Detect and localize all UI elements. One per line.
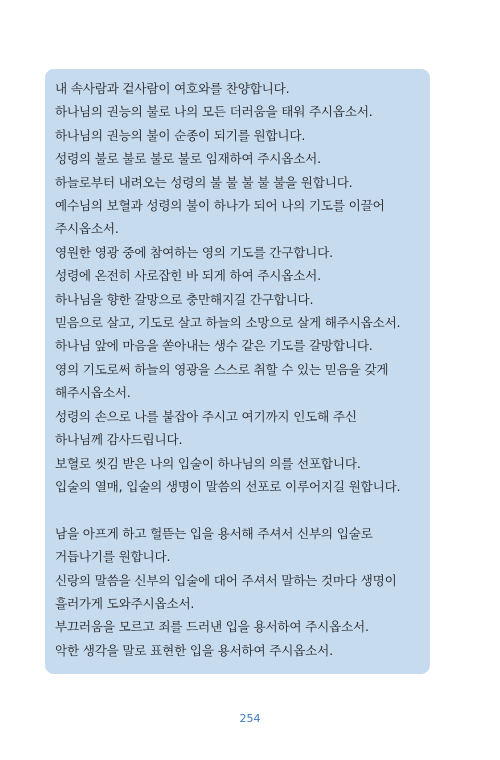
- text-line: 믿음으로 살고, 기도로 살고 하늘의 소망으로 살게 해주시옵소서.: [55, 315, 401, 331]
- text-line: 신랑의 말씀을 신부의 입술에 대어 주셔서 말하는 것마다 생명이: [55, 572, 397, 588]
- text-line: 내 속사람과 겉사람이 여호와를 찬양합니다.: [55, 81, 290, 96]
- text-line: 영의 기도로써 하늘의 영광을 스스로 취할 수 있는 믿음을 갖게: [55, 361, 389, 377]
- text-line: 하늘로부터 내려오는 성령의 불 불 불 불 불을 원합니다.: [55, 174, 353, 190]
- text-line: 영원한 영광 중에 참여하는 영의 기도를 간구합니다.: [55, 244, 333, 260]
- text-line: 하나님께 감사드립니다.: [55, 432, 183, 448]
- page-number: 254: [239, 712, 261, 725]
- text-line: 악한 생각을 말로 표현한 입을 용서하여 주시옵소서.: [55, 642, 333, 658]
- prayer-text-box: [45, 69, 430, 674]
- text-line: 입술의 열매, 입술의 생명이 말씀의 선포로 이루어지길 원합니다.: [55, 478, 401, 494]
- text-line: 부끄러움을 모르고 죄를 드러낸 입을 용서하여 주시옵소서.: [55, 619, 369, 635]
- text-line: 남을 아프게 하고 헐뜯는 입을 용서해 주셔서 신부의 입술로: [55, 525, 373, 541]
- text-line: 주시옵소서.: [55, 221, 119, 237]
- text-line: 성령에 온전히 사로잡힌 바 되게 하여 주시옵소서.: [55, 268, 321, 284]
- text-line: 하나님의 권능의 불이 순종이 되기를 원합니다.: [55, 127, 306, 143]
- text-line: 흘러가게 도와주시옵소서.: [55, 595, 195, 611]
- text-line: 성령의 손으로 나를 붙잡아 주시고 여기까지 인도해 주신: [55, 408, 357, 424]
- text-line: 하나님 앞에 마음을 쏟아내는 생수 같은 기도를 갈망합니다.: [55, 338, 373, 354]
- text-line: 거듭나기를 원합니다.: [55, 549, 171, 565]
- text-line: 해주시옵소서.: [55, 385, 131, 401]
- text-line: 성령의 불로 불로 불로 불로 임재하여 주시옵소서.: [55, 151, 321, 167]
- paragraph-gap: [55, 498, 422, 521]
- text-line: 보혈로 씻김 받은 나의 입술이 하나님의 의를 선포합니다.: [55, 455, 361, 471]
- text-line: 예수님의 보혈과 성령의 불이 하나가 되어 나의 기도를 이끌어: [55, 198, 385, 214]
- text-line: 하나님을 향한 갈망으로 충만해지길 간구합니다.: [55, 291, 314, 307]
- text-line: 하나님의 권능의 불로 나의 모든 더러움을 태워 주시옵소서.: [55, 104, 373, 120]
